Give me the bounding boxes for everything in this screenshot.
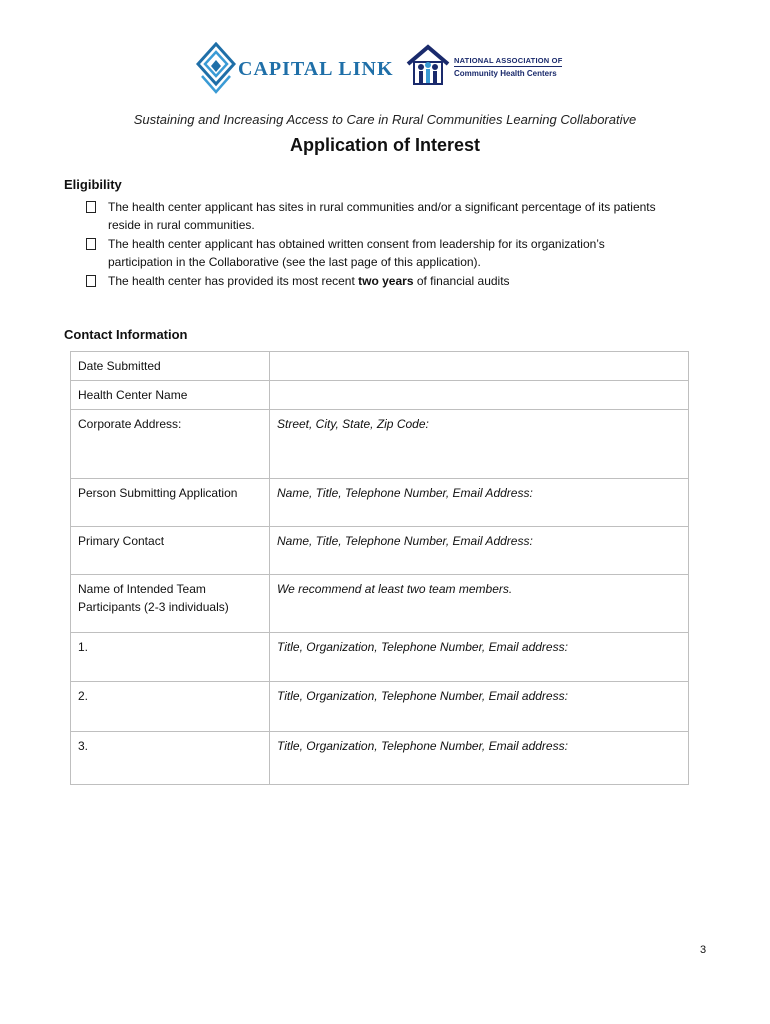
row-label-primary-contact: Primary Contact [71, 527, 270, 575]
checkbox-leadership-consent[interactable] [86, 238, 96, 250]
participant-1-field[interactable]: Title, Organization, Telephone Number, Email address: [270, 633, 689, 682]
document-title: Application of Interest [289, 135, 480, 155]
row-label-person-submitting: Person Submitting Application [71, 479, 270, 527]
row-label-health-center-name: Health Center Name [71, 381, 270, 410]
nachc-divider [454, 66, 562, 67]
eligibility-item-text: The health center applicant has obtained written consent from leadership for its organization’s participation in the Collaborative (see the last page of this application). [108, 237, 605, 269]
capital-link-logo [196, 42, 396, 96]
table-row [71, 575, 689, 633]
table-row [71, 381, 689, 410]
eligibility-item-text-end: of financial audits [413, 274, 510, 288]
participant-3-field[interactable]: Title, Organization, Telephone Number, Email address: [270, 732, 689, 785]
participant-2-field[interactable]: Title, Organization, Telephone Number, Email address: [270, 682, 689, 732]
page-number: 3 [700, 944, 707, 956]
table-row [71, 682, 689, 732]
nachc-wordmark-line1: NATIONAL ASSOCIATION OF [454, 56, 563, 65]
eligibility-item-leadership-consent [86, 235, 666, 271]
table-row [71, 410, 689, 479]
row-label-participant-3: 3. [71, 732, 270, 785]
primary-contact-field[interactable]: Name, Title, Telephone Number, Email Address: [270, 527, 689, 575]
eligibility-item-text: The health center applicant has sites in rural communities and/or a significant percentage of its patients reside in rural communities. [108, 200, 656, 232]
contact-heading: Contact Information [64, 327, 188, 342]
row-label-participant-2: 2. [71, 682, 270, 732]
team-participants-field[interactable]: We recommend at least two team members. [270, 575, 689, 633]
table-row [71, 352, 689, 381]
checkbox-financial-audits[interactable] [86, 275, 96, 287]
row-label-corporate-address: Corporate Address: [71, 410, 270, 479]
eligibility-item-financial-audits [86, 272, 666, 290]
person-submitting-field[interactable]: Name, Title, Telephone Number, Email Address: [270, 479, 689, 527]
health-center-name-field[interactable] [270, 381, 689, 410]
eligibility-list [86, 198, 666, 291]
nachc-logo [406, 44, 576, 88]
nachc-wordmark-line2: Community Health Centers [454, 69, 557, 78]
checkbox-rural-sites[interactable] [86, 201, 96, 213]
capital-link-wordmark: CAPITAL LINK [238, 58, 394, 80]
eligibility-item-emphasis: two years [358, 274, 414, 288]
row-label-participant-1: 1. [71, 633, 270, 682]
table-row [71, 633, 689, 682]
row-label-team-participants: Name of Intended Team Participants (2-3 individuals) [71, 575, 270, 633]
eligibility-item-text: The health center has provided its most recent [108, 274, 359, 288]
table-row [71, 527, 689, 575]
row-label-date-submitted: Date Submitted [71, 352, 270, 381]
eligibility-item-rural-sites [86, 198, 666, 234]
nachc-house-icon [406, 44, 450, 86]
document-subtitle: Sustaining and Increasing Access to Care in Rural Communities Learning Collaborative [133, 112, 637, 127]
eligibility-heading: Eligibility [64, 177, 122, 192]
corporate-address-field[interactable]: Street, City, State, Zip Code: [270, 410, 689, 479]
table-row [71, 732, 689, 785]
capital-link-diamond-icon [196, 42, 236, 94]
date-submitted-field[interactable] [270, 352, 689, 381]
contact-table [70, 351, 689, 785]
table-row [71, 479, 689, 527]
header-logos [196, 40, 576, 100]
